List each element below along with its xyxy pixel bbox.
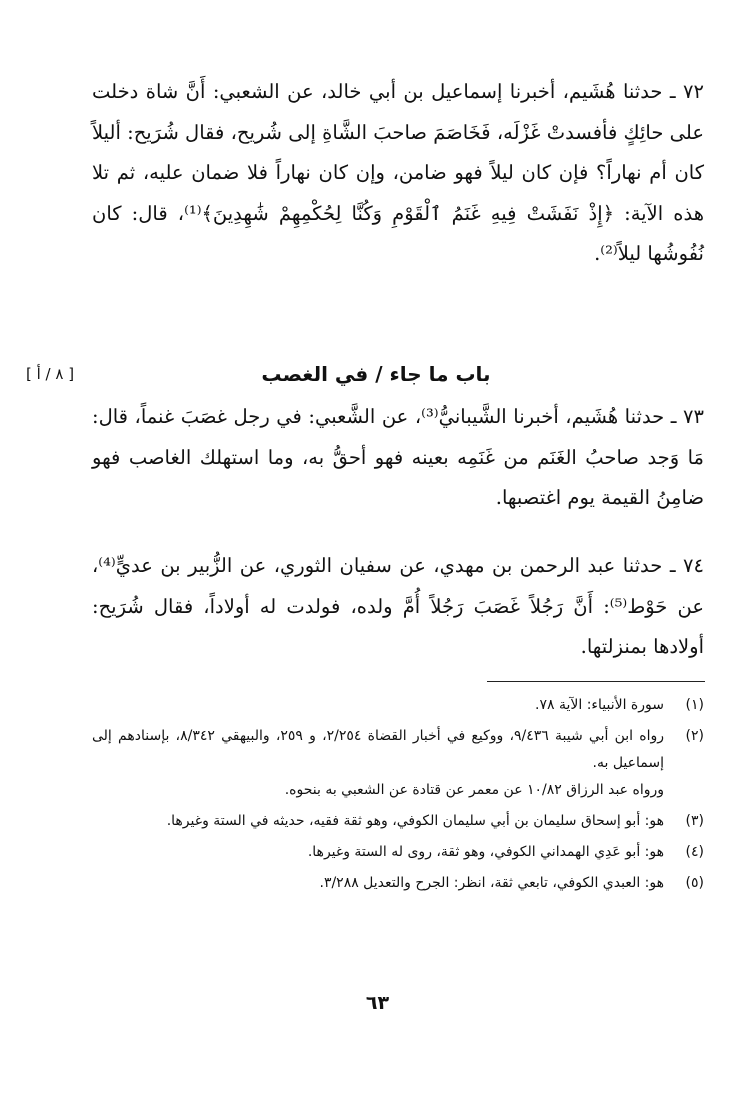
page-number: ٦٣ bbox=[365, 992, 390, 1014]
footnote-1 bbox=[92, 692, 704, 719]
paragraph-73: ٧٣ ـ حدثنا هُشَيم، أخبرنا الشَّيبانيُّ⁽³⁾، عن الشَّعبي: في رجل غصَبَ غنماً، قال: مَا وَجد صاحبُ الغَنَم من غَنَمِه بعينه فهو أحقُّ به، وما استهلك الغاصب فهو ضامِنُ القيمة يوم اغتصبها. bbox=[92, 405, 704, 509]
footnote-line: هو: العبدي الكوفي، تابعي ثقة، انظر: الجرح والتعديل ٣/٢٨٨. bbox=[319, 875, 664, 891]
section-title: باب ما جاء / في الغصب bbox=[261, 362, 491, 386]
footnote-number: (٥) bbox=[685, 875, 704, 891]
footnotes bbox=[92, 692, 704, 901]
section-heading-row bbox=[26, 358, 726, 390]
footnote-text bbox=[92, 808, 664, 835]
footnote-3 bbox=[92, 808, 704, 835]
footnote-divider bbox=[487, 681, 705, 682]
footnote-2 bbox=[92, 723, 704, 804]
footnote-text bbox=[92, 870, 664, 897]
footnote-5 bbox=[92, 870, 704, 897]
footnote-number: (٤) bbox=[685, 844, 704, 860]
footnote-number: (٣) bbox=[685, 813, 704, 829]
footnote-line: هو: أبو عَدِي الهمداني الكوفي، وهو ثقة، روى له الستة وغيرها. bbox=[307, 844, 664, 860]
footnote-line: سورة الأنبياء: الآية ٧٨. bbox=[535, 697, 664, 713]
footnote-text bbox=[92, 839, 664, 866]
footnote-number: (١) bbox=[685, 697, 704, 713]
paragraph-72: ٧٢ ـ حدثنا هُشَيم، أخبرنا إسماعيل بن أبي خالد، عن الشعبي: أَنَّ شاة دخلت على حائِكٍ فأفسدتْ غَزْلَه، فَخَاصَمَ صاحبَ الشَّاةِ إلى شُريح، فقال شُرَيح: أليلاً كان أم نهاراً؟ فإن كان ليلاً فهو ضامن، وإن كان نهاراً فلا ضمان عليه، ثم تلا هذه الآية: ﴿إِذْ نَفَشَتْ فِيهِ غَنَمُ ٱلْقَوْمِ وَكُنَّا لِحُكْمِهِمْ شَٰهِدِينَ﴾⁽¹⁾، قال: كان نُفُوشُها ليلاً⁽²⁾. bbox=[92, 80, 704, 265]
footnote-4 bbox=[92, 839, 704, 866]
footnote-text bbox=[92, 692, 664, 719]
manuscript-folio-ref: [ ٨ / أ ] bbox=[26, 365, 75, 383]
footnote-line: رواه ابن أبي شيبة ٩/٤٣٦، ووكيع في أخبار القضاة ٢/٢٥٤، و ٢٥٩، والبيهقي ٨/٣٤٢، بإسنادهم إلى إسماعيل به. bbox=[92, 728, 664, 771]
footnote-line: هو: أبو إسحاق سليمان بن أبي سليمان الكوفي، وهو ثقة فقيه، حديثه في الستة وغيرها. bbox=[166, 813, 664, 829]
footnote-number: (٢) bbox=[685, 728, 704, 744]
footnote-line: ورواه عبد الرزاق ١٠/٨٢ عن معمر عن قتادة عن الشعبي به بنحوه. bbox=[284, 782, 664, 798]
footnote-text bbox=[92, 723, 664, 804]
paragraph-74: ٧٤ ـ حدثنا عبد الرحمن بن مهدي، عن سفيان الثوري، عن الزُّبير بن عديٍّ⁽⁴⁾، عن حَوْط⁽⁵⁾: أَنَّ رَجُلاً غَصَبَ رَجُلاً أُمَّ ولده، فولدت له أولاداً، فقال شُرَيح: أولادها بمنزلتها. bbox=[92, 554, 704, 658]
